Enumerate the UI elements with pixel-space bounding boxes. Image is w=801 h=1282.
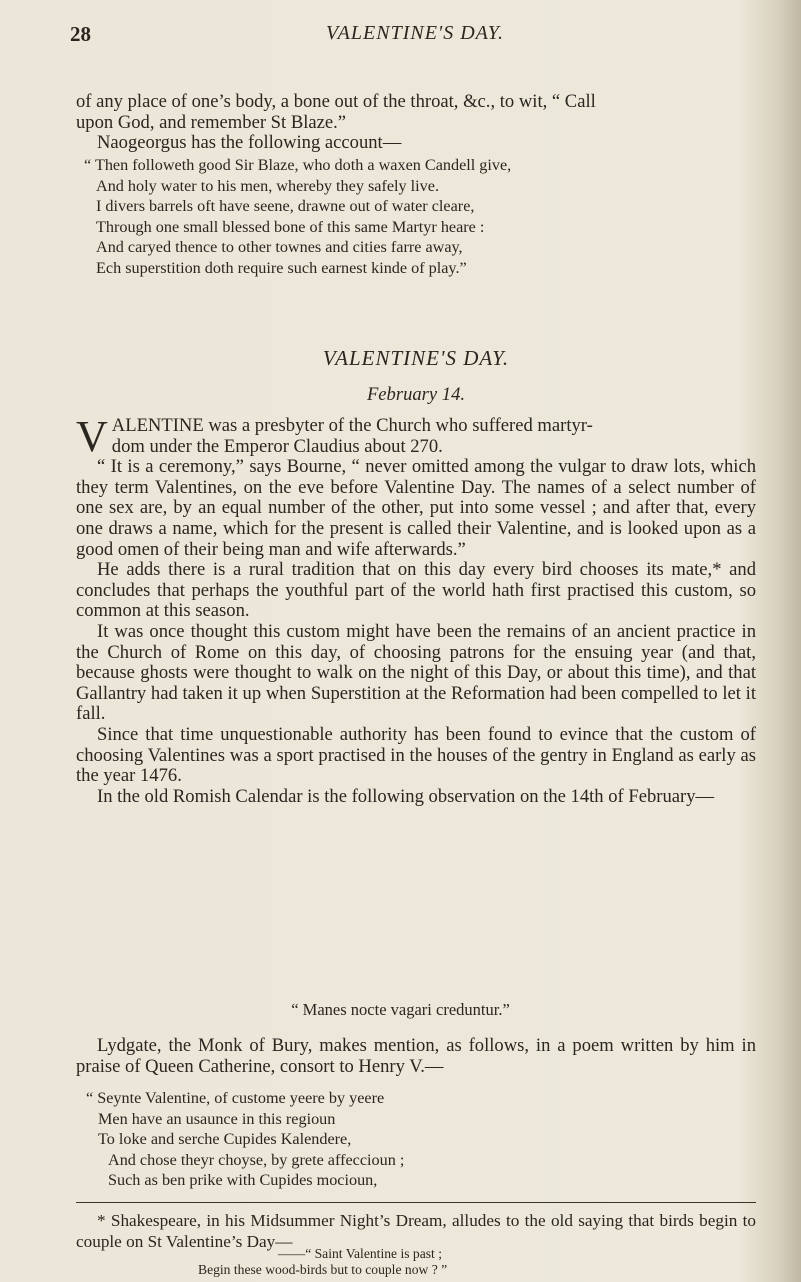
footnote-rule	[76, 1202, 756, 1203]
page-header	[70, 22, 760, 52]
footnote-quote	[198, 1246, 448, 1278]
first-paragraph	[76, 412, 756, 461]
latin-quote: “ Manes nocte vagari creduntur.”	[291, 1000, 510, 1019]
footnote-quote-line-1: ——“ Saint Valentine is past ;	[278, 1246, 442, 1261]
verse-blaze	[84, 155, 511, 279]
paragraph-bird: He adds there is a rural tradition that on this day every bird chooses its mate,* and concludes that perhaps the youthful part of the world hath first practised this custom, so common at this season.	[76, 559, 756, 622]
paragraph-1-line-2: dom under the Emperor Claudius about 270.	[111, 435, 443, 457]
paragraph-bourne: “ It is a ceremony,” says Bourne, “ never omitted among the vulgar to draw lots, which they term Valentines, on the eve before Valentine Day. The names of a select number of one sex are, by an equal number of the other, put into some vessel ; and after that, every one draws a name, which for the present is called their Valentine, and is looked upon as a good omen of their being man and wife afterwards.”	[76, 456, 756, 560]
lydgate-block	[76, 1036, 756, 1077]
verse-line: Such as ben prike with Cupides mocioun,	[108, 1171, 378, 1190]
verse-line: “ Seynte Valentine, of custome yeere by yeere	[86, 1089, 385, 1107]
paragraph-lydgate: Lydgate, the Monk of Bury, makes mention, as follows, in a poem written by him in praise of Queen Catherine, consort to Henry V.—	[76, 1035, 756, 1077]
intro-block	[76, 92, 756, 154]
verse-line: Ech superstition doth require such earnest kinde of play.”	[96, 258, 467, 277]
verse-line: And holy water to his men, whereby they safely live.	[96, 176, 439, 195]
verse-line: I divers barrels oft have seene, drawne out of water cleare,	[96, 197, 475, 216]
paragraph-calendar: In the old Romish Calendar is the following observation on the 14th of February—	[97, 785, 715, 807]
paragraph-1-line-1: ALENTINE was a presbyter of the Church who suffered martyr-	[111, 415, 593, 436]
verse-line: And chose theyr choyse, by grete affeccioun ;	[108, 1150, 405, 1169]
intro-line-2: upon God, and remember St Blaze.”	[76, 111, 347, 133]
running-title: VALENTINE'S DAY.	[325, 22, 505, 44]
paragraph-rome: It was once thought this custom might have been the remains of an ancient practice in the Church of Rome on this day, of choosing patrons for the ensuing year (and that, because ghosts were thought to walk on the night of this Day, or about this time), and that Gallantry had taken it up when Superstition at the Reformation had been compelled to let it fall.	[76, 620, 756, 725]
section-title: VALENTINE'S DAY.	[322, 346, 510, 370]
verse-lydgate	[86, 1088, 404, 1191]
verse-line: “ Then followeth good Sir Blaze, who doth a waxen Candell give,	[84, 156, 512, 174]
footnote-text: * Shakespeare, in his Midsummer Night’s Dream, alludes to the old saying that birds begin to couple on St Valentine’s Day—	[76, 1211, 756, 1251]
verse-line: And caryed thence to other townes and cities farre away,	[96, 238, 463, 257]
verse-line: To loke and serche Cupides Kalendere,	[98, 1130, 352, 1149]
verse-line: Men have an usaunce in this regioun	[98, 1109, 336, 1128]
verse-line: Through one small blessed bone of this same Martyr heare :	[96, 217, 485, 236]
intro-line-1: of any place of one’s body, a bone out of the throat, &c., to wit, “ Call	[76, 91, 596, 112]
main-text	[76, 412, 756, 807]
page-number: 28	[70, 22, 91, 46]
intro-line-3: Naogeorgus has the following account—	[97, 132, 402, 154]
drop-cap: V	[76, 412, 108, 461]
paragraph-1476: Since that time unquestionable authority has been found to evince that the custom of choosing Valentines was a sport practised in the houses of the gentry in England as early as the year 1476.	[76, 723, 756, 787]
section-date: February 14.	[366, 384, 466, 405]
footnote-quote-line-2: Begin these wood-birds but to couple now ? ”	[198, 1262, 448, 1277]
